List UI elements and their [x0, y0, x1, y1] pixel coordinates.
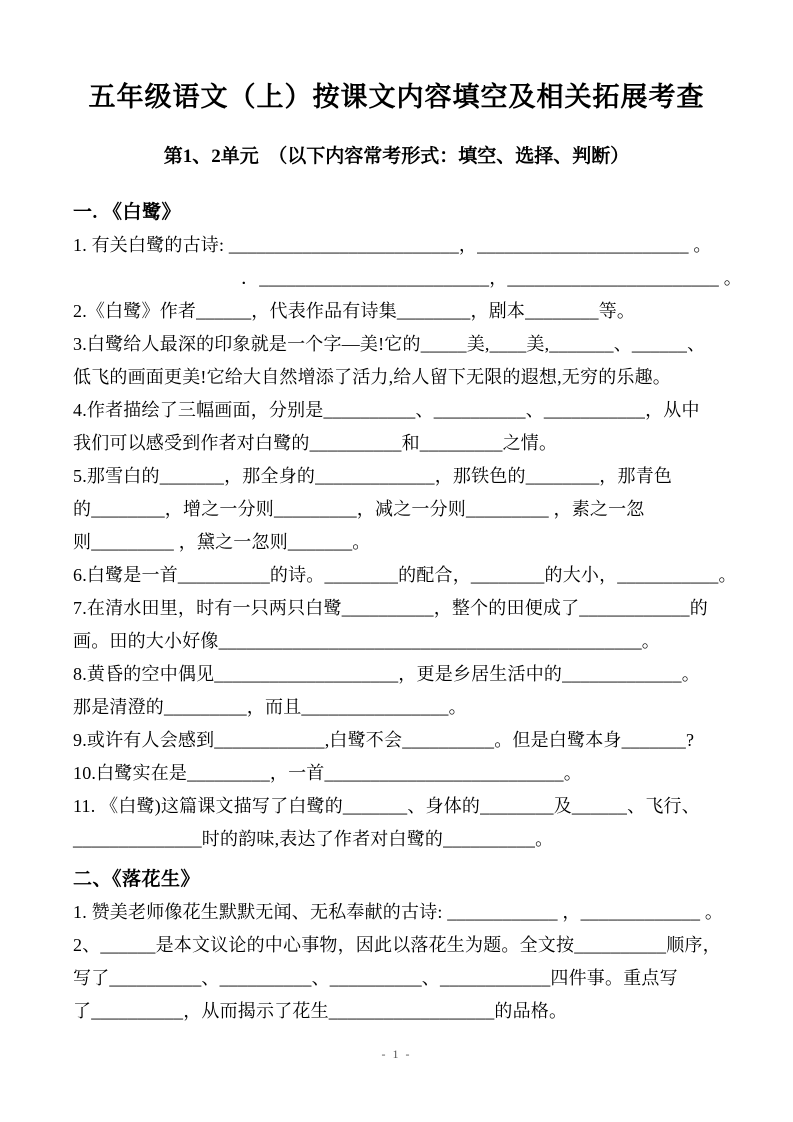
s2-q1: 1. 赞美老师像花生默默无闻、无私奉献的古诗: ____________ ，_____________ 。: [73, 901, 724, 922]
s1-q9: 9.或许有人会感到____________,白鹭不会__________。但是白鹭本身_______?: [73, 729, 695, 750]
s1-q5-line1: 5.那雪白的_______，那全身的_____________，那铁色的________，那青色: [73, 465, 673, 486]
s1-q11-line2: ______________时的韵味,表达了作者对白鹭的__________。: [73, 828, 554, 849]
s1-q3-line2: 低飞的画面更美!它给大自然增添了活力,给人留下无限的遐想,无穷的乐趣。: [73, 366, 671, 387]
document-body: [73, 196, 742, 1028]
s1-q5-line2: 的________，增之一分则_________，减之一分则_________ ，素之一忽: [73, 498, 645, 519]
s1-q5-line3: 则_________ ，黛之一忽则_______。: [73, 531, 371, 552]
page-title: 五年级语文（上）按课文内容填空及相关拓展考查: [88, 82, 705, 112]
s2-q2-line2: 写了__________、__________、__________、____________四件事。重点写: [73, 967, 678, 988]
s1-q1-line1: 1. 有关白鹭的古诗: _________________________，_______________________ 。: [73, 234, 712, 255]
s1-q6: 6.白鹭是一首__________的诗。________的配合，________的大小，___________。: [73, 564, 737, 585]
s1-q4-line1: 4.作者描绘了三幅画面，分别是__________、__________、___________，从中: [73, 399, 700, 420]
s1-q7-line2: 画。田的大小好像______________________________________________。: [73, 630, 660, 651]
page-number: - 1 -: [381, 1047, 412, 1061]
s1-q4-line2: 我们可以感受到作者对白鹭的__________和_________之情。: [73, 432, 558, 453]
s2-q2-line3: 了__________，从而揭示了花生__________________的品格。: [73, 1000, 568, 1021]
s1-q8-line1: 8.黄昏的空中偶见____________________，更是乡居生活中的_____________。: [73, 663, 700, 684]
section2-heading: 二、《落花生》: [73, 868, 201, 890]
s1-q11-line1: 11. 《白鹭)这篇课文描写了白鹭的_______、身体的________及______、飞行、: [73, 795, 700, 816]
s1-q10: 10.白鹭实在是_________，一首__________________________。: [73, 762, 582, 783]
s1-q8-line2: 那是清澄的_________，而且________________。: [73, 696, 467, 717]
s1-q3-line1: 3.白鹭给人最深的印象就是一个字—美!它的_____美,____美,_______、______、: [73, 333, 706, 354]
page-subtitle: 第1、2单元 （以下内容常考形式：填空、选择、判断）: [163, 146, 630, 168]
s1-q2: 2.《白鹭》作者______，代表作品有诗集________，剧本________等。: [73, 300, 636, 321]
s1-q7-line1: 7.在清水田里，时有一只两只白鹭__________，整个的田便成了____________的: [73, 597, 708, 618]
section1-heading: 一. 《白鹭》: [73, 201, 182, 223]
s2-q2-line1: 2、______是本文议论的中心事物，因此以落花生为题。全文按__________顺序，: [73, 934, 721, 955]
s1-q1-line2: ．_________________________，_______________________ 。: [241, 267, 742, 288]
